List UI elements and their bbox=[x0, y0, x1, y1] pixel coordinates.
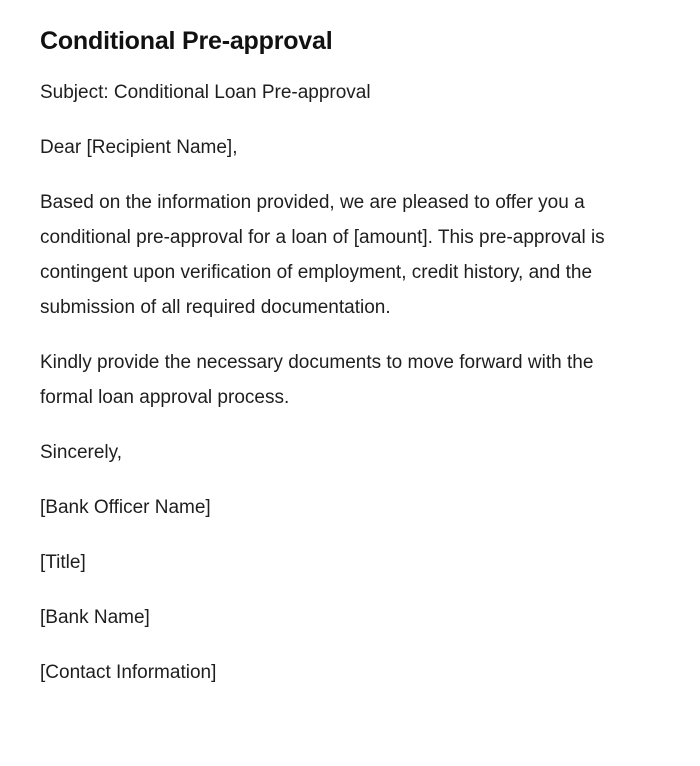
signature-contact-information: [Contact Information] bbox=[40, 662, 217, 683]
signature-title: [Title] bbox=[40, 552, 86, 573]
body-paragraph-2: Kindly provide the necessary documents to move forward with the formal loan approval process. bbox=[40, 352, 594, 408]
document-title: Conditional Pre-approval bbox=[40, 27, 333, 55]
signature-officer-name: [Bank Officer Name] bbox=[40, 497, 211, 518]
body-paragraph-1: Based on the information provided, we are pleased to offer you a conditional pre-approval for a loan of [amount]. This pre-approval is contingent upon verification of employment, credit history, and the submission of all required documentation. bbox=[40, 192, 605, 318]
subject-line: Subject: Conditional Loan Pre-approval bbox=[40, 82, 371, 103]
greeting: Dear [Recipient Name], bbox=[40, 137, 238, 158]
signature-bank-name: [Bank Name] bbox=[40, 607, 150, 628]
closing: Sincerely, bbox=[40, 442, 123, 463]
